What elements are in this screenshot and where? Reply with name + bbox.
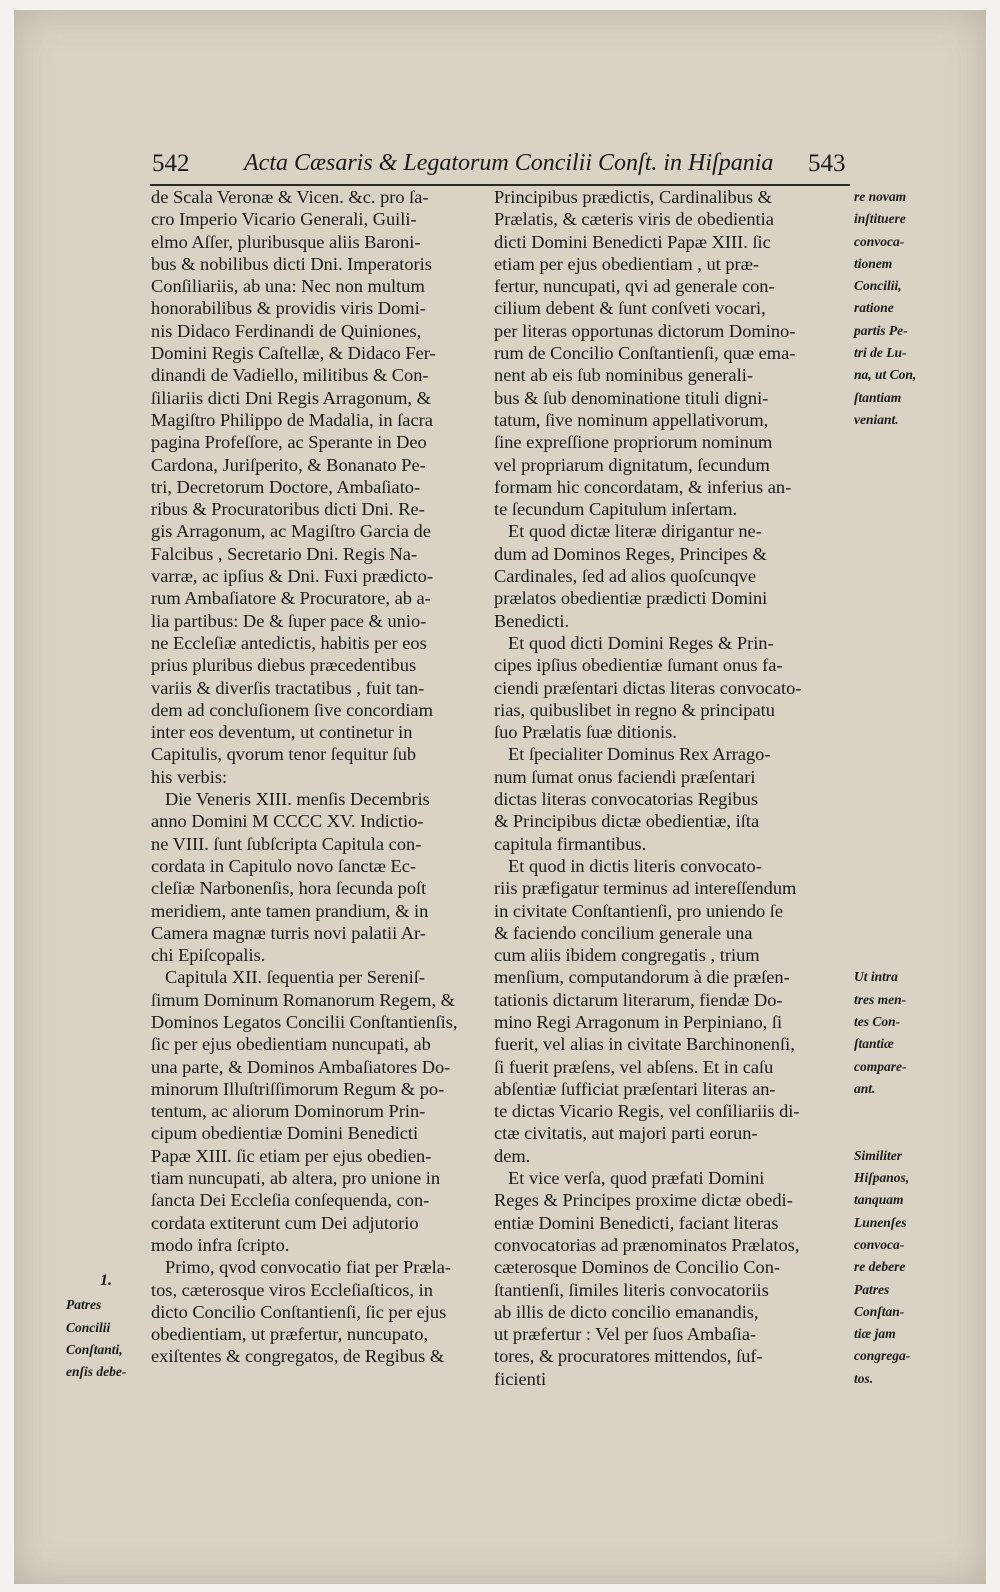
text-line: Reges & Principes proxime dictæ obedi- [494, 1190, 793, 1211]
margin-note [854, 766, 984, 788]
section-number: 1. [100, 1272, 112, 1289]
margin-note [854, 922, 984, 944]
right-text-column [494, 186, 802, 1390]
text-line: dem. [494, 1145, 531, 1166]
margin-note: tos. [854, 1370, 874, 1386]
text-line: cordata in Capitulo novo ſanctæ Ec- [151, 855, 417, 876]
text-line: dictas literas convocatorias Regibus [494, 789, 759, 810]
margin-note: tionem [854, 255, 893, 271]
text-line: tiam nuncupati, ab altera, pro unione in [151, 1168, 441, 1189]
margin-note [854, 565, 984, 587]
margin-note: Conſtanti, [66, 1341, 123, 1357]
text-line: cilium debent & ſunt conſveti vocari, [494, 298, 766, 319]
text-line: gis Arragonum, ac Magiſtro Garcia de [151, 521, 431, 542]
text-line: meridiem, ante tamen prandium, & in [151, 900, 429, 921]
text-line: dem ad concluſionem ſive concordiam [151, 699, 433, 720]
text-line: rias, quibuslibet in regno & principatu [494, 699, 775, 720]
text-line: lia partibus: De & ſuper pace & unio- [151, 610, 427, 631]
text-line: ne VIII. ſunt ſubſcripta Capitula con- [151, 833, 422, 854]
text-line: Conſiliariis, ab una: Nec non multum [151, 276, 425, 297]
text-line: cleſiæ Narbonenſis, hora ſecunda poſt [151, 878, 427, 899]
text-line: anno Domini M CCCC XV. Indictio- [151, 811, 424, 832]
text-line: prælatos obedientiæ prædicti Domini [494, 588, 768, 609]
text-line: tores, & procuratores mittendos, ſuf- [494, 1346, 763, 1367]
text-line: Camera magnæ turris novi palatii Ar- [151, 922, 426, 943]
text-line: riis præfigatur terminus ad intereſſendum [494, 878, 797, 899]
margin-note: tanquam [854, 1192, 904, 1208]
text-line: ſi fuerit præſens, vel abſens. Et in caſu [494, 1056, 774, 1077]
margin-note: ſtantiam [854, 389, 902, 405]
margin-note: congrega- [854, 1348, 911, 1364]
margin-note: re novam [854, 189, 907, 204]
margin-note [66, 1272, 156, 1294]
text-line: in civitate Conſtantienſi, pro uniendo ſe [494, 900, 784, 921]
margin-note [854, 944, 984, 966]
margin-note [854, 699, 984, 721]
margin-note: convoca- [854, 233, 905, 249]
text-line: rum de Concilio Conſtantienſi, quæ ema- [494, 343, 796, 364]
text-line: tri, Decretorum Doctore, Ambaſiato- [151, 476, 421, 497]
margin-note: tri de Lu- [854, 345, 907, 361]
text-line: per literas opportunas dictorum Domino- [494, 320, 796, 341]
text-line: his verbis: [151, 766, 228, 787]
margin-note: Patres [854, 1281, 890, 1297]
text-line: honorabilibus & providis viris Domi- [151, 298, 426, 319]
text-line: ſimum Dominum Romanorum Regem, & [151, 989, 455, 1010]
margin-note [854, 810, 984, 832]
margin-note: Similiter [854, 1147, 903, 1163]
margin-note [854, 476, 984, 498]
text-line: inter eos deventum, ut continetur in [151, 722, 413, 743]
page-number-left: 542 [152, 150, 190, 177]
text-line: Cardona, Juriſperito, & Bonanato Pe- [151, 454, 426, 475]
margin-note [854, 833, 984, 855]
text-line: ciendi præſentari dictas literas convocato- [494, 677, 802, 698]
margin-note: na, ut Con, [854, 367, 917, 383]
margin-note [854, 654, 984, 676]
margin-note [854, 498, 984, 520]
text-line: Papæ XIII. ſic etiam per ejus obedien- [151, 1145, 432, 1166]
text-line: tatum, ſive nominum appellativorum, [494, 409, 769, 430]
text-line: ſine expreſſione propriorum nominum [494, 432, 773, 453]
text-line: tationis dictarum literarum, fiendæ Do- [494, 989, 783, 1010]
margin-note: ratione [854, 300, 894, 316]
text-line: ab illis de dicto concilio emanandis, [494, 1301, 759, 1322]
text-line: ſtantienſi, ſimiles literis convocatoriis [494, 1279, 769, 1300]
text-line: chi Epiſcopalis. [151, 945, 266, 966]
margin-note: Ut intra [854, 969, 898, 985]
margin-note [854, 1122, 984, 1144]
text-line: Capitula XII. ſequentia per Sereniſ- [165, 967, 425, 988]
text-line: minorum Illuſtriſſimorum Regum & po- [151, 1078, 445, 1099]
margin-note: ant. [854, 1080, 876, 1096]
running-title: Acta Cæsaris & Legatorum Concilii Conſt. in Hiſpania [244, 150, 774, 176]
text-line: prius pluribus diebus præcedentibus [151, 655, 417, 676]
margin-note [854, 632, 984, 654]
text-line: te dictas Vicario Regis, vel conſiliariis di- [494, 1101, 800, 1122]
margin-note: compare- [854, 1058, 907, 1074]
left-text-column [151, 186, 493, 1368]
margin-note [854, 543, 984, 565]
text-line: vel propriarum dignitatum, ſecundum [494, 454, 770, 475]
text-line: Primo, qvod convocatio fiat per Præla- [165, 1257, 452, 1278]
text-line: ſiliariis dicti Dni Regis Arragonum, & [151, 387, 431, 408]
margin-note [854, 587, 984, 609]
text-line: varræ, ac ipſius & Dni. Fuxi prædicto- [151, 566, 433, 587]
margin-note: Concilii [66, 1319, 111, 1335]
text-line: tentum, ac aliorum Dominorum Prin- [151, 1101, 426, 1122]
margin-note: tes Con- [854, 1013, 901, 1029]
text-line: formam hic concordatam, & inferius an- [494, 476, 792, 497]
text-line: & Principibus dictæ obedientiæ, iſta [494, 811, 760, 832]
text-line: pagina Profeſſore, ac Sperante in Deo [151, 432, 427, 453]
page-number-right: 543 [808, 150, 846, 177]
margin-note [854, 900, 984, 922]
text-line: ut præfertur : Vel per ſuos Ambaſia- [494, 1324, 757, 1345]
text-line: Et quod in dictis literis convocato- [508, 855, 762, 876]
margin-note [854, 610, 984, 632]
text-line: dicti Domini Benedicti Papæ XIII. ſic [494, 231, 771, 252]
text-line: cum aliis ibidem congregatis , trium [494, 945, 760, 966]
text-line: entiæ Domini Benedicti, faciant literas [494, 1212, 779, 1233]
text-line: Benedicti. [494, 610, 570, 631]
text-line: Et vice verſa, quod præfati Domini [508, 1168, 765, 1189]
margin-note: Patres [66, 1297, 102, 1313]
text-line: cro Imperio Vicario Generali, Guili- [151, 209, 417, 230]
text-line: cæterosque Dominos de Concilio Con- [494, 1257, 781, 1278]
text-line: ſuo Prælatis ſuæ ditionis. [494, 722, 677, 743]
text-line: ribus & Procuratoribus dicti Dni. Re- [151, 499, 425, 520]
text-line: te ſecundum Capitulum inſertam. [494, 499, 738, 520]
text-line: ctæ civitatis, aut majori parti eorun- [494, 1123, 758, 1144]
margin-note [854, 520, 984, 542]
margin-note [854, 877, 984, 899]
text-line: variis & diverſis tractatibus , fuit tan- [151, 677, 425, 698]
margin-note: convoca- [854, 1236, 905, 1252]
page-header [14, 150, 986, 190]
text-line: dum ad Dominos Reges, Principes & [494, 543, 767, 564]
margin-note: Concilii, [854, 278, 902, 294]
text-line: convocatorias ad prænominatos Prælatos, [494, 1234, 800, 1255]
text-line: menſium, computandorum à die præſen- [494, 967, 790, 988]
text-line: ne Eccleſiæ antedictis, habitis per eos [151, 632, 427, 653]
text-line: abſentiæ ſufficiat præſentari literas an- [494, 1078, 776, 1099]
text-line: exiſtentes & congregatos, de Regibus & [151, 1346, 445, 1367]
text-line: & faciendo concilium generale una [494, 922, 753, 943]
document-page [14, 10, 986, 1584]
text-line: Cardinales, ſed ad alios quoſcunqve [494, 566, 756, 587]
text-line: bus & ſub denominatione tituli digni- [494, 387, 769, 408]
margin-note: Hiſpanos, [854, 1170, 910, 1186]
margin-note: Conſtan- [854, 1303, 905, 1319]
margin-note [854, 454, 984, 476]
text-line: obedientiam, ut præfertur, nuncupato, [151, 1324, 429, 1345]
text-line: Die Veneris XIII. menſis Decembris [165, 789, 430, 810]
text-line: fertur, nuncupati, qvi ad generale con- [494, 276, 775, 297]
margin-note: tiæ jam [854, 1326, 896, 1342]
text-line: Falcibus , Secretario Dni. Regis Na- [151, 543, 418, 564]
text-line: ſic per ejus obedientiam nuncupati, ab [151, 1034, 431, 1055]
text-line: Magiſtro Philippo de Madalia, in ſacra [151, 409, 433, 430]
text-line: Domini Regis Caſtellæ, & Didaco Fer- [151, 343, 436, 364]
margin-note [854, 743, 984, 765]
text-line: elmo Aſſer, pluribusque aliis Baroni- [151, 231, 421, 252]
margin-note [854, 855, 984, 877]
text-line: mino Regi Arragonum in Perpiniano, ſi [494, 1011, 783, 1032]
text-line: ſancta Dei Eccleſia conſequenda, con- [151, 1190, 430, 1211]
text-line: Et quod dicti Domini Reges & Prin- [508, 632, 774, 653]
text-line: Capitulis, qvorum tenor ſequitur ſub [151, 744, 417, 765]
margin-note: Lunenſes [854, 1214, 907, 1230]
margin-note: ſtantiæ [854, 1036, 894, 1052]
text-line: modo infra ſcripto. [151, 1234, 290, 1255]
text-line: nis Didaco Ferdinandi de Quiniones, [151, 320, 422, 341]
margin-note [854, 788, 984, 810]
margin-note: partis Pe- [854, 322, 908, 338]
margin-note: enſis debe- [66, 1364, 127, 1380]
text-line: nent ab eis ſub nominibus generali- [494, 365, 753, 386]
text-line: Principibus prædictis, Cardinalibus & [494, 187, 772, 207]
text-line: bus & nobilibus dicti Dni. Imperatoris [151, 253, 432, 274]
text-line: dinandi de Vadiello, militibus & Con- [151, 365, 429, 386]
text-line: fuerit, vel alias in civitate Barchinonenſi, [494, 1034, 795, 1055]
text-line: capitula firmantibus. [494, 833, 647, 854]
left-margin-notes [66, 1272, 156, 1383]
margin-note [854, 431, 984, 453]
margin-note [854, 1100, 984, 1122]
text-line: dicto Concilio Conſtantienſi, ſic per ejus [151, 1301, 447, 1322]
text-line: num ſumat onus faciendi præſentari [494, 766, 756, 787]
text-line: una parte, & Dominos Ambaſiatores Do- [151, 1056, 451, 1077]
margin-note: re debere [854, 1259, 906, 1275]
text-line: de Scala Veronæ & Vicen. &c. pro ſa- [151, 187, 429, 207]
margin-note [854, 721, 984, 743]
text-line: cipum obedientiæ Domini Benedicti [151, 1123, 419, 1144]
text-line: cordata extiterunt cum Dei adjutorio [151, 1212, 419, 1233]
text-line: rum Ambaſiatore & Procuratore, ab a- [151, 588, 431, 609]
margin-note: veniant. [854, 411, 899, 427]
text-line: Prælatis, & cæteris viris de obedientia [494, 209, 774, 230]
margin-note: tres men- [854, 991, 907, 1007]
margin-note [854, 677, 984, 699]
right-margin-notes [854, 186, 984, 1390]
margin-note: inſtituere [854, 211, 906, 227]
text-line: Dominos Legatos Concilii Conſtantienſis, [151, 1011, 458, 1032]
text-line: tos, cæterosque viros Eccleſiaſticos, in [151, 1279, 433, 1300]
text-line: ficienti [494, 1368, 547, 1389]
text-line: Et ſpecialiter Dominus Rex Arrago- [508, 744, 771, 765]
text-line: cipes ipſius obedientiæ ſumant onus fa- [494, 655, 783, 676]
text-line: etiam per ejus obedientiam , ut præ- [494, 253, 760, 274]
text-line: Et quod dictæ literæ dirigantur ne- [508, 521, 762, 542]
